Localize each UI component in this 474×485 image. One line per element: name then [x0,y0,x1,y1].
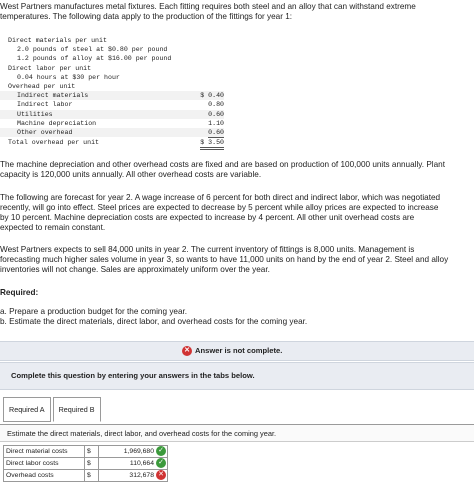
answer-value[interactable]: 110,664 [129,460,154,467]
instruction-banner [0,362,474,390]
answer-value[interactable]: 1,969,680 [123,448,154,455]
cost-row [0,64,224,73]
answer-value[interactable]: 312,678 [129,472,154,479]
answer-input[interactable] [99,458,168,470]
cost-row [0,82,224,91]
answer-input[interactable] [99,470,168,482]
tab-required-a[interactable]: Required A [3,397,51,422]
cost-row [0,91,224,100]
para2-line-2: recently, will go into effect. Steel prices are expected to decrease by 5 percent while alloy prices are expected to increase [0,203,439,212]
tab-bar [3,397,103,422]
required-heading: Required: [0,288,39,297]
cost-label: Indirect labor [17,101,73,109]
para1-line-1: The machine depreciation and other overhead costs are fixed and are based on production of 100,000 units annually. Plant [0,160,445,169]
answer-label: Direct material costs [4,446,85,458]
x-circle-icon: ✕ [156,470,166,480]
required-b: b. Estimate the direct materials, direct labor, and overhead costs for the coming year. [0,317,308,326]
cost-label: Machine depreciation [17,119,97,127]
prompt-text: Estimate the direct materials, direct labor, and overhead costs for the coming year. [7,429,277,438]
cost-row [0,45,224,54]
check-circle-icon: ✓ [156,446,166,456]
cost-label: 1.2 pounds of alloy at $16.00 per pound [17,55,172,63]
total-row [0,138,224,149]
tab-required-b[interactable]: Required B [53,397,101,422]
cost-label: 2.0 pounds of steel at $0.80 per pound [17,46,168,54]
para2-line-1: The following are forecast for year 2. A wage increase of 6 percent for both direct and indirect labor, which was negotiated [0,193,441,202]
cost-amount: 0.60 [208,128,224,138]
cost-label: Overhead per unit [8,82,76,90]
question-prompt [0,424,474,442]
answer-currency: $ [85,470,99,482]
answer-input[interactable] [99,446,168,458]
para2-line-4: expected to remain constant. [0,223,106,232]
cost-row [0,119,224,128]
intro-line-1: West Partners manufactures metal fixtures. Each fitting requires both steel and an alloy that can withstand extreme [0,2,416,11]
status-banner [0,341,474,361]
table-row [4,446,168,458]
cost-label: Direct materials per unit [8,37,107,44]
table-row [4,470,168,482]
answer-label: Direct labor costs [4,458,85,470]
instruction-text: Complete this question by entering your answers in the tabs below. [11,371,255,380]
status-message [182,346,282,356]
check-circle-icon: ✓ [156,458,166,468]
para1-line-2: capacity is 120,000 units annually. All other overhead costs are variable. [0,170,262,179]
table-row [4,458,168,470]
cost-amount: 1.10 [208,119,224,127]
answer-table [3,445,168,482]
total-amount: $ 3.50 [200,138,224,150]
cost-row [0,73,224,82]
total-label: Total overhead per unit [8,139,100,147]
para3-line-3: inventories will not change. Sales are approximately uniform over the year. [0,265,270,274]
cost-table [0,36,224,149]
cost-row [0,54,224,63]
cost-label: Direct labor per unit [8,64,92,72]
para3-line-2: forecasting much higher sales volume in year 3, so wants to have 11,000 units on hand by the end of year 2. Steel and alloy [0,255,449,264]
answer-currency: $ [85,446,99,458]
status-text: Answer is not complete. [195,346,283,355]
para3-line-1: West Partners expects to sell 84,000 units in year 2. The current inventory of fittings is 8,000 units. Management is [0,245,415,254]
cost-amount: $ 0.40 [200,92,224,100]
cost-amount: 0.80 [208,101,224,109]
answer-currency: $ [85,458,99,470]
cost-row [0,36,224,45]
answer-label: Overhead costs [4,470,85,482]
x-circle-icon: ✕ [182,346,192,356]
para2-line-3: by 10 percent. Machine depreciation costs are expected to increase by 4 percent. All other unit overhead costs are [0,213,415,222]
cost-row [0,128,224,137]
cost-amount: 0.60 [208,110,224,118]
intro-line-2: temperatures. The following data apply to the production of the fittings for year 1: [0,12,293,21]
cost-label: Indirect materials [17,92,89,100]
cost-label: Other overhead [17,128,73,136]
cost-row [0,100,224,109]
cost-label: Utilities [17,110,53,118]
cost-label: 0.04 hours at $30 per hour [17,73,120,81]
required-a: a. Prepare a production budget for the coming year. [0,307,188,316]
cost-row [0,110,224,119]
